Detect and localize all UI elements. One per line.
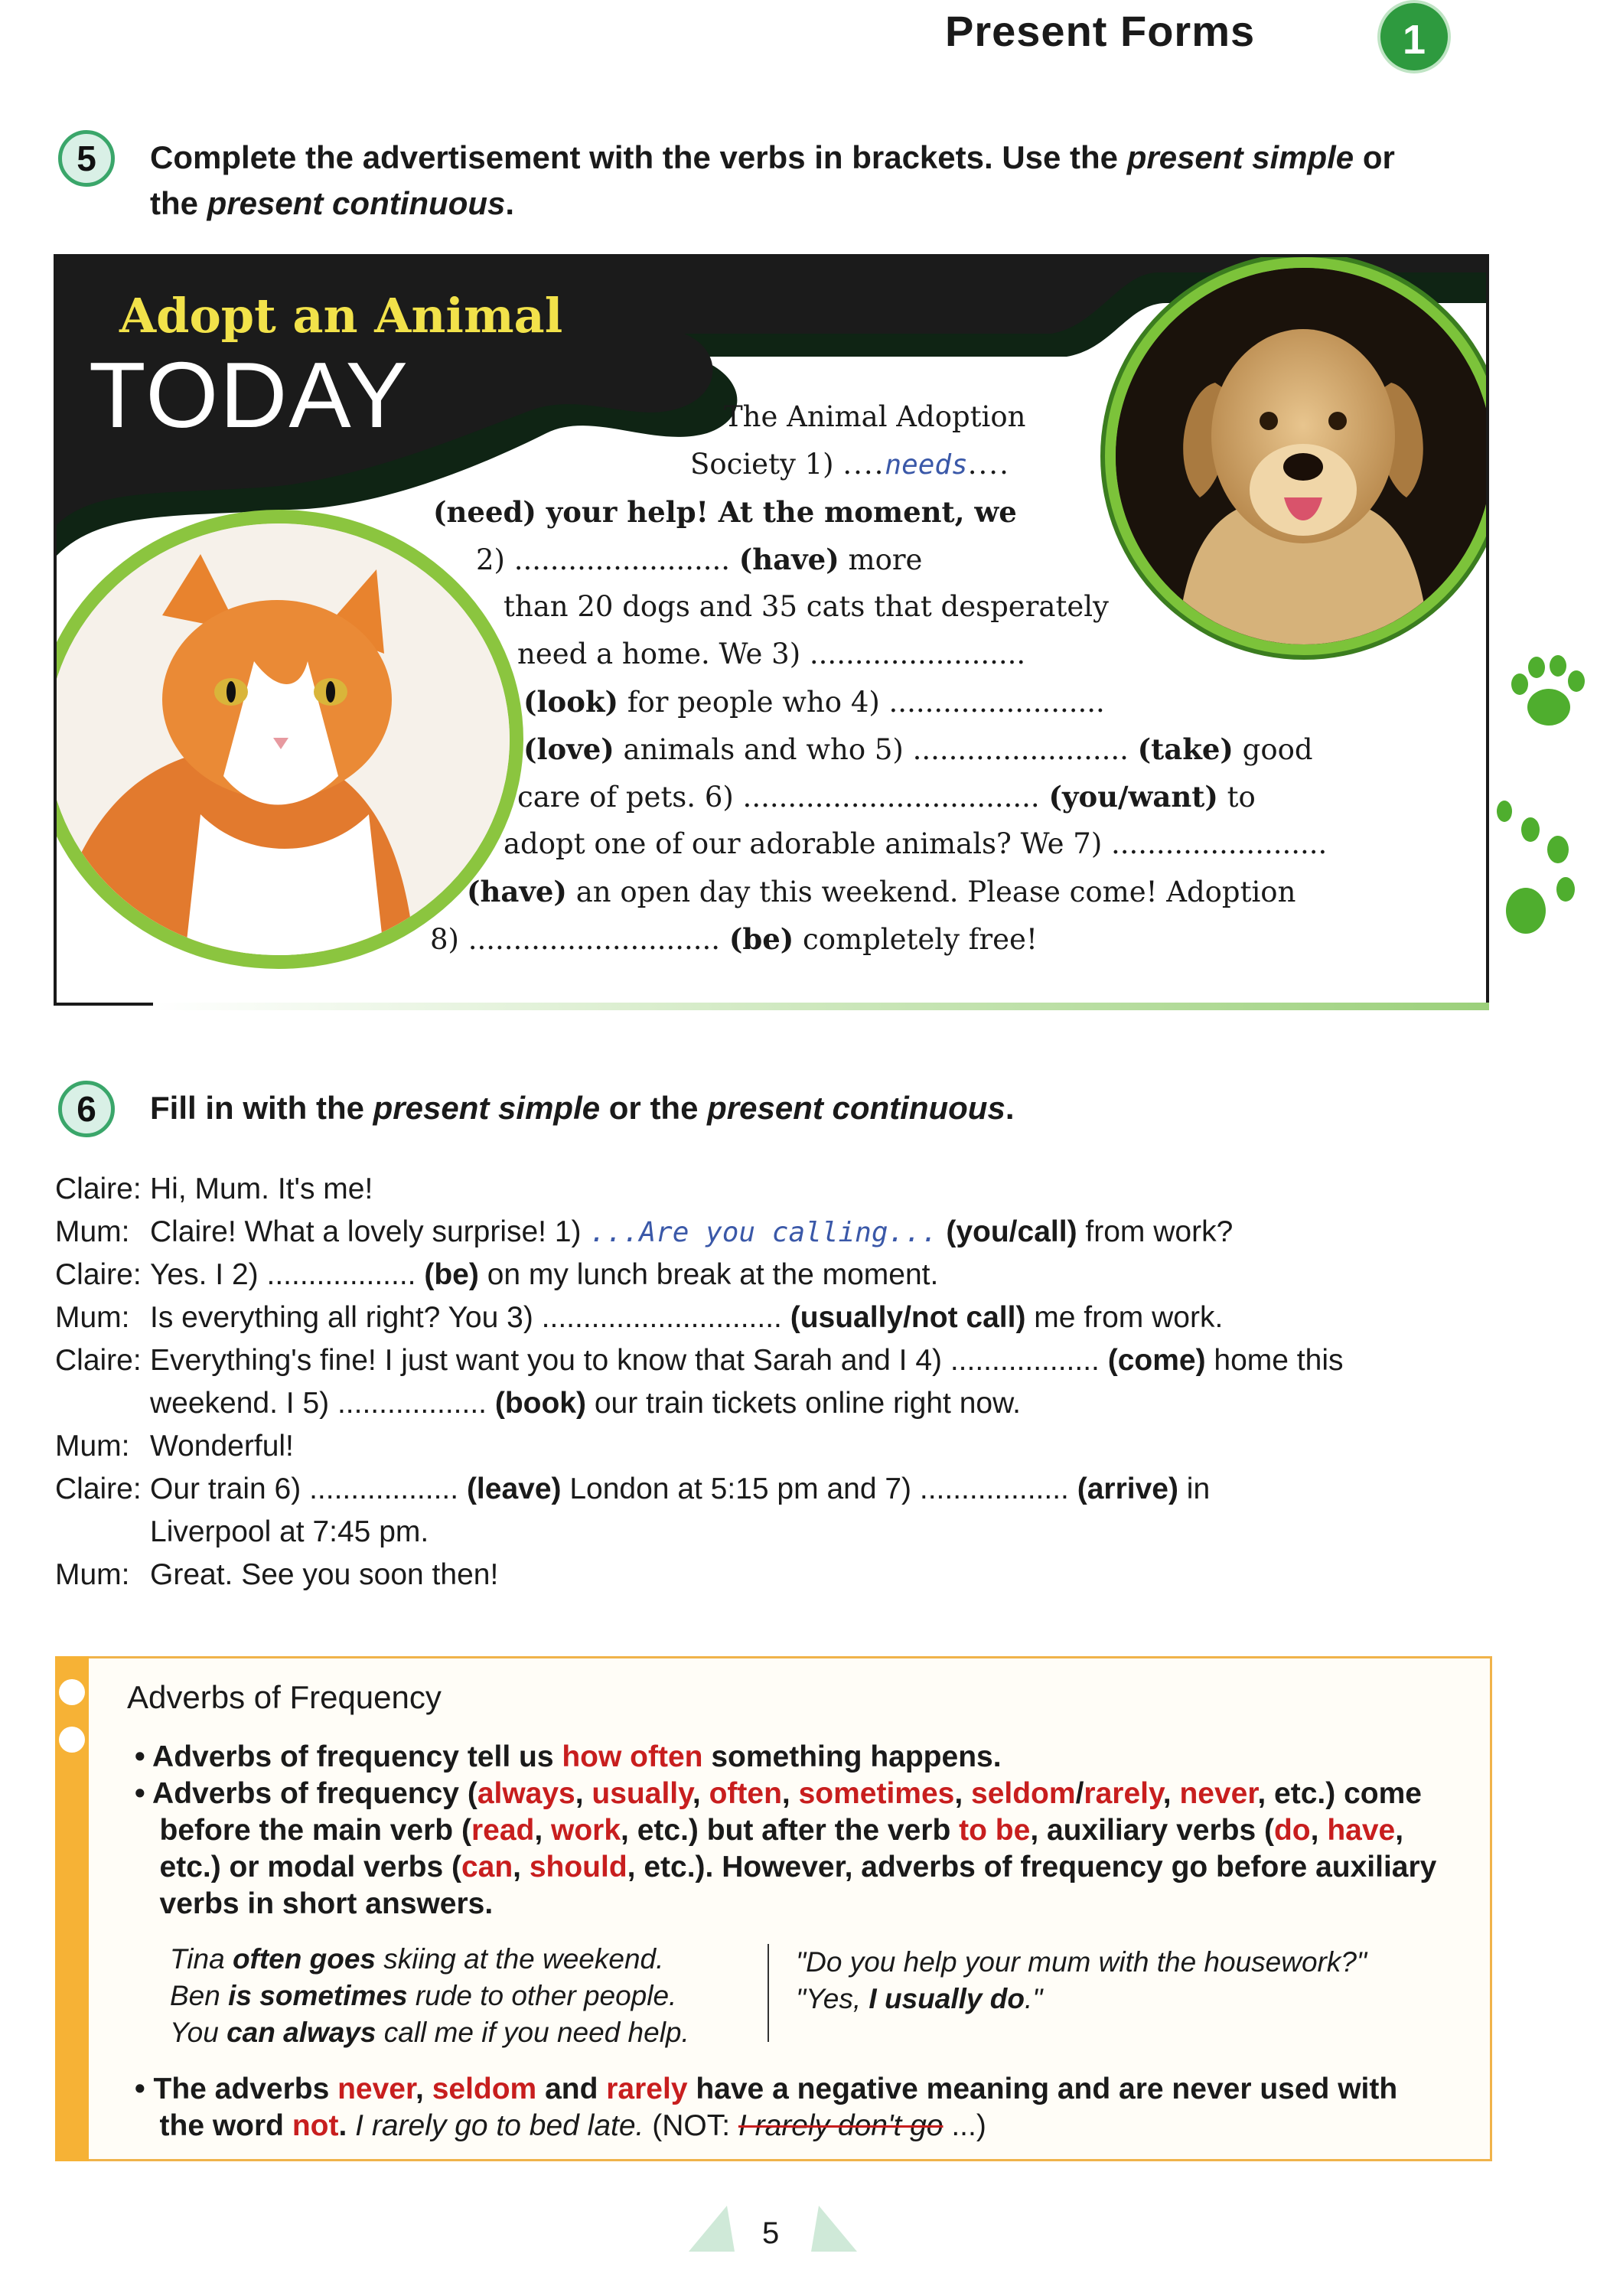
ad-line: 8) ............................ (be) completely free! — [430, 922, 1038, 956]
dialogue-line: Claire: Our train 6) .................. (leave) London at 5:15 pm and 7) .................. (arrive) in — [55, 1473, 1211, 1505]
example-sentence: "Do you help your mum with the housework?" — [796, 1946, 1367, 1978]
ad-title: Adopt an Animal — [119, 288, 563, 344]
examples-divider — [768, 1944, 769, 2042]
decorative-dot — [59, 1727, 85, 1753]
example-sentence: You can always call me if you need help. — [170, 2017, 689, 2048]
grammar-box-side-bar — [55, 1656, 89, 2161]
ad-line: (look) for people who 4) ........................ — [523, 685, 1105, 719]
cat-photo — [54, 510, 523, 969]
ad-line: than 20 dogs and 35 cats that desperately — [504, 590, 1109, 623]
page-title: Present Forms — [945, 7, 1256, 55]
exercise-6-badge: 6 — [58, 1081, 115, 1137]
example-sentence: Tina often goes skiing at the weekend. — [170, 1943, 664, 1975]
ad-line: The Animal Adoption — [724, 400, 1026, 433]
ad-today-heading: TODAY — [89, 343, 410, 447]
paw-print-icon — [1497, 640, 1596, 739]
dialogue-line: Mum: Claire! What a lovely surprise! 1) ...Are you calling... (you/call) from work? — [55, 1215, 1234, 1248]
dog-photo — [1105, 257, 1489, 655]
dialogue-line: Liverpool at 7:45 pm. — [150, 1515, 429, 1548]
unit-badge: 1 — [1377, 0, 1451, 73]
grammar-box-title: Adverbs of Frequency — [127, 1679, 442, 1715]
dialogue-line: weekend. I 5) .................. (book) our train tickets online right now. — [150, 1387, 1021, 1420]
ad-line: (need) your help! At the moment, we — [433, 495, 1017, 529]
answer-1: needs — [885, 449, 968, 481]
paw-print-icon — [1481, 796, 1589, 949]
exercise-6-instructions: Fill in with the present simple or the present continuous. — [150, 1090, 1015, 1126]
page-number: 5 — [762, 2216, 780, 2250]
exercise-5-badge: 5 — [58, 130, 115, 187]
dialogue-line: Claire: Yes. I 2) .................. (be) on my lunch break at the moment. — [55, 1258, 939, 1291]
ad-line: need a home. We 3) ........................ — [517, 638, 1026, 670]
ad-line: (love) animals and who 5) ........................ (take) good — [523, 732, 1313, 766]
dialogue-line: Claire: Everything's fine! I just want you to know that Sarah and I 4) .................. (come) home this — [55, 1344, 1344, 1377]
ad-line: Society 1) ....needs.... — [690, 448, 1010, 481]
ad-line: (have) an open day this weekend. Please come! Adoption — [467, 875, 1296, 908]
ad-line: adopt one of our adorable animals? We 7) ........................ — [504, 827, 1328, 860]
grammar-bullet-3: • The adverbs never, seldom and rarely have a negative meaning and are never used with the word not. I rarely go to bed late. (NOT: I rarely don't go ...) — [135, 2073, 1398, 2142]
dialogue-line: Mum: Great. See you soon then! — [55, 1558, 499, 1591]
dialogue-line: Mum: Is everything all right? You 3) ............................. (usually/not call) me from work. — [55, 1301, 1224, 1334]
example-sentence: "Yes, I usually do." — [796, 1983, 1043, 2014]
decorative-dot — [59, 1679, 85, 1705]
grammar-examples-left — [170, 1941, 751, 2051]
ad-bottom-accent — [153, 1003, 1489, 1010]
exercise-5-instructions: Complete the advertisement with the verbs in brackets. Use the present simple or the present continuous. — [150, 139, 1395, 221]
dialogue-line: Mum: Wonderful! — [55, 1430, 294, 1463]
adoption-advertisement — [54, 254, 1489, 1006]
example-sentence: Ben is sometimes rude to other people. — [170, 1980, 677, 2011]
dialogue-line: Claire: Hi, Mum. It's me! — [55, 1172, 373, 1205]
answer-1: ...Are you calling... — [589, 1217, 938, 1248]
grammar-bullet-1: • Adverbs of frequency tell us how often something happens. — [135, 1740, 1002, 1773]
grammar-examples-right — [796, 1944, 1469, 2017]
ad-line: 2) ........................ (have) more — [476, 543, 923, 576]
grammar-bullet-2: • Adverbs of frequency (always, usually, often, sometimes, seldom/rarely, never, etc.) come before the main verb (read, work, etc.) but after the verb to be, auxiliary verbs (do, have, etc.) or modal verbs (can, should, etc.). However, adverbs of frequency go before auxiliary verbs in short answers. — [135, 1777, 1437, 1920]
ad-line: care of pets. 6) ................................. (you/want) to — [517, 780, 1256, 814]
